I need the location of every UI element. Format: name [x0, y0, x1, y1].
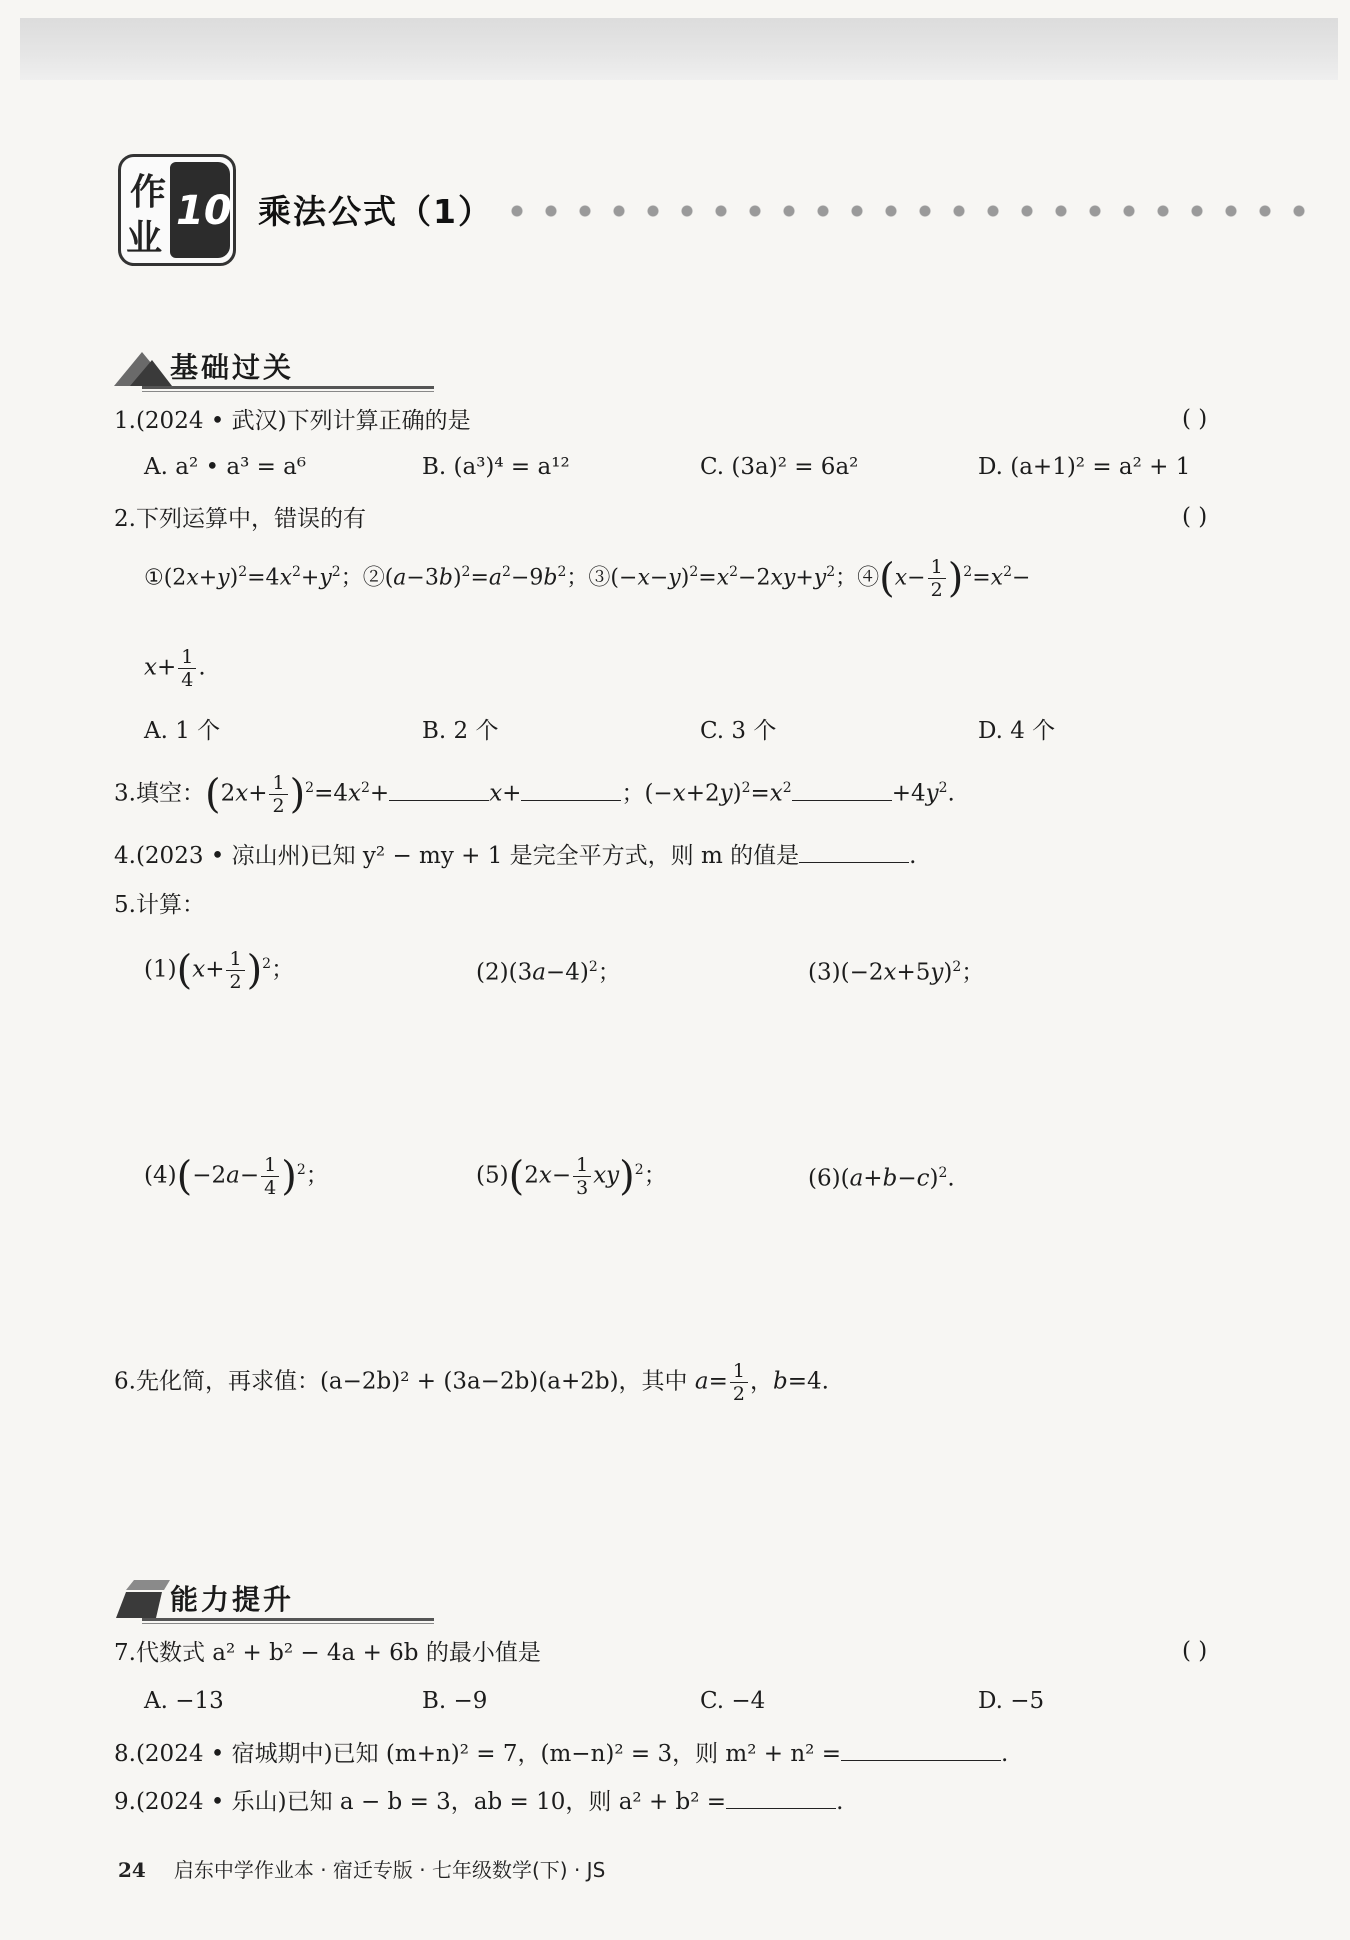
question-3: 3.填空：(2x+ $\frac{1}{2}$ )$^2=4x^2+ x+$ ；$(-x+2y)^2=x^2 +4y^2$. — [114, 771, 955, 818]
question-5 — [114, 890, 205, 920]
q1-option-b: B. (a³)⁴ = a¹² — [422, 454, 570, 480]
q8-blank[interactable] — [841, 1738, 1001, 1761]
question-9: 9.(2024 • 乐山)已知 a − b = 3，ab = 10，则 a² + b² = . — [114, 1786, 843, 1817]
q3-number: 3. — [114, 780, 136, 807]
section-basic-label: 基础过关 — [170, 351, 295, 384]
q8-number: 8. — [114, 1741, 136, 1767]
q2-answer-bracket: ( ) — [1182, 504, 1208, 530]
q2-option-a: A. 1 个 — [144, 718, 221, 744]
section-advanced-label: 能力提升 — [170, 1583, 295, 1616]
q1-option-a: A. a² • a³ = a⁶ — [144, 454, 307, 480]
q4-source: (2023 • 凉山州) — [135, 843, 310, 869]
q5-label-6: (6) — [808, 1165, 841, 1192]
q5-part-3: $(3)(-2x+5y)^2$； — [808, 959, 985, 986]
q8-stem: 已知 (m+n)² = 7，(m−n)² = 3，则 m² + n² = — [332, 1741, 841, 1767]
badge-char-bottom: 业 — [126, 218, 163, 259]
q1-answer-bracket: ( ) — [1182, 406, 1208, 432]
q7-option-a: A. −13 — [144, 1688, 224, 1714]
q5-part-6: $(6)(a+b-c)^2$. — [808, 1165, 955, 1192]
q3-blank-2[interactable] — [521, 778, 621, 801]
mountain-icon — [112, 346, 172, 388]
q2-statements: $①(2x+y)^2=4x^2+y^2$；$②(a-3b)^2=a^2-9b^2$；$③(-x-y)^2=x^2-2xy+y^2$；④(x− $\frac{1}{2}$ )$^2=x^2-$ — [144, 555, 1031, 602]
q4-stem: 已知 y² − my + 1 是完全平方式，则 m 的值是 — [309, 843, 800, 869]
section-underline — [142, 386, 434, 389]
q4-blank[interactable] — [799, 840, 909, 863]
q1-option-d: D. (a+1)² = a² + 1 — [978, 454, 1191, 480]
question-4: 4.(2023 • 凉山州)已知 y² − my + 1 是完全平方式，则 m 的值是 . — [114, 840, 916, 871]
q7-answer-bracket: ( ) — [1182, 1638, 1208, 1664]
question-1 — [114, 406, 471, 436]
q6-stem: 先化简，再求值：(a−2b)² + (3a−2b)(a+2b)，其中 — [135, 1368, 688, 1395]
q2-option-c: C. 3 个 — [700, 718, 777, 744]
badge-char-top: 作 — [130, 172, 167, 213]
q9-source: (2024 • 乐山) — [135, 1789, 287, 1815]
section-underline-thin — [142, 1623, 434, 1624]
question-2 — [114, 504, 366, 534]
q2-number: 2. — [114, 506, 136, 532]
q2-option-b: B. 2 个 — [422, 718, 499, 744]
q1-number: 1. — [114, 408, 136, 434]
question-6: 6.先化简，再求值：(a−2b)² + (3a−2b)(a+2b)，其中 a= $\frac{1}{2}$ ，b=4. — [114, 1360, 829, 1405]
q5-label-4: (4) — [144, 1162, 177, 1189]
q2-statement-continued: x+ $\frac{1}{4}$ . — [144, 646, 206, 691]
q5-part-1: (1)(x+ $\frac{1}{2}$ )$^2$； — [144, 947, 295, 994]
q5-stem: 计算： — [135, 892, 205, 918]
q2-option-d: D. 4 个 — [978, 718, 1056, 744]
section-underline-thin — [142, 391, 434, 392]
page-footer — [118, 1854, 605, 1883]
q3-blank-3[interactable] — [792, 778, 892, 801]
q5-label-3: (3) — [808, 959, 841, 986]
q9-blank[interactable] — [726, 1786, 836, 1809]
title-dotted-rule — [500, 204, 1320, 218]
q7-option-d: D. −5 — [978, 1688, 1045, 1714]
section-basic — [112, 346, 452, 390]
question-8: 8.(2024 • 宿城期中)已知 (m+n)² = 7，(m−n)² = 3，则 m² + n² = . — [114, 1738, 1008, 1769]
q8-source: (2024 • 宿城期中) — [135, 1741, 333, 1767]
q1-stem: 下列计算正确的是 — [286, 408, 471, 434]
q6-number: 6. — [114, 1368, 136, 1395]
footer-text: 启东中学作业本 · 宿迁专版 · 七年级数学(下) · JS — [173, 1858, 606, 1882]
q5-part-5: (5)(2x− $\frac{1}{3}$ xy)$^2$； — [476, 1153, 667, 1200]
page-number: 24 — [118, 1858, 146, 1882]
q5-label-5: (5) — [476, 1162, 509, 1189]
q2-stem: 下列运算中，错误的有 — [135, 506, 366, 532]
q3-stem: 填空： — [135, 780, 205, 807]
q9-stem: 已知 a − b = 3，ab = 10，则 a² + b² = — [286, 1789, 727, 1815]
section-underline — [142, 1618, 434, 1621]
q5-number: 5. — [114, 892, 136, 918]
q1-source: (2024 • 武汉) — [135, 408, 287, 434]
q3-blank-1[interactable] — [389, 778, 489, 801]
q7-option-b: B. −9 — [422, 1688, 488, 1714]
q1-option-c: C. (3a)² = 6a² — [700, 454, 859, 480]
page-title: 乘法公式（1） — [258, 192, 493, 231]
homework-badge — [118, 154, 236, 266]
q5-part-4: (4)(−2a− $\frac{1}{4}$ )$^2$； — [144, 1153, 329, 1200]
q9-number: 9. — [114, 1789, 136, 1815]
q7-stem: 代数式 a² + b² − 4a + 6b 的最小值是 — [135, 1640, 541, 1666]
stairs-icon — [112, 1578, 172, 1620]
question-7 — [114, 1638, 541, 1668]
badge-number: 10 — [176, 188, 232, 234]
q7-option-c: C. −4 — [700, 1688, 766, 1714]
q5-label-1: (1) — [144, 956, 177, 983]
q5-label-2: (2) — [476, 959, 509, 986]
q4-number: 4. — [114, 843, 136, 869]
section-advanced — [112, 1578, 452, 1622]
q7-number: 7. — [114, 1640, 136, 1666]
q5-part-2: $(2)(3a-4)^2$； — [476, 959, 621, 986]
